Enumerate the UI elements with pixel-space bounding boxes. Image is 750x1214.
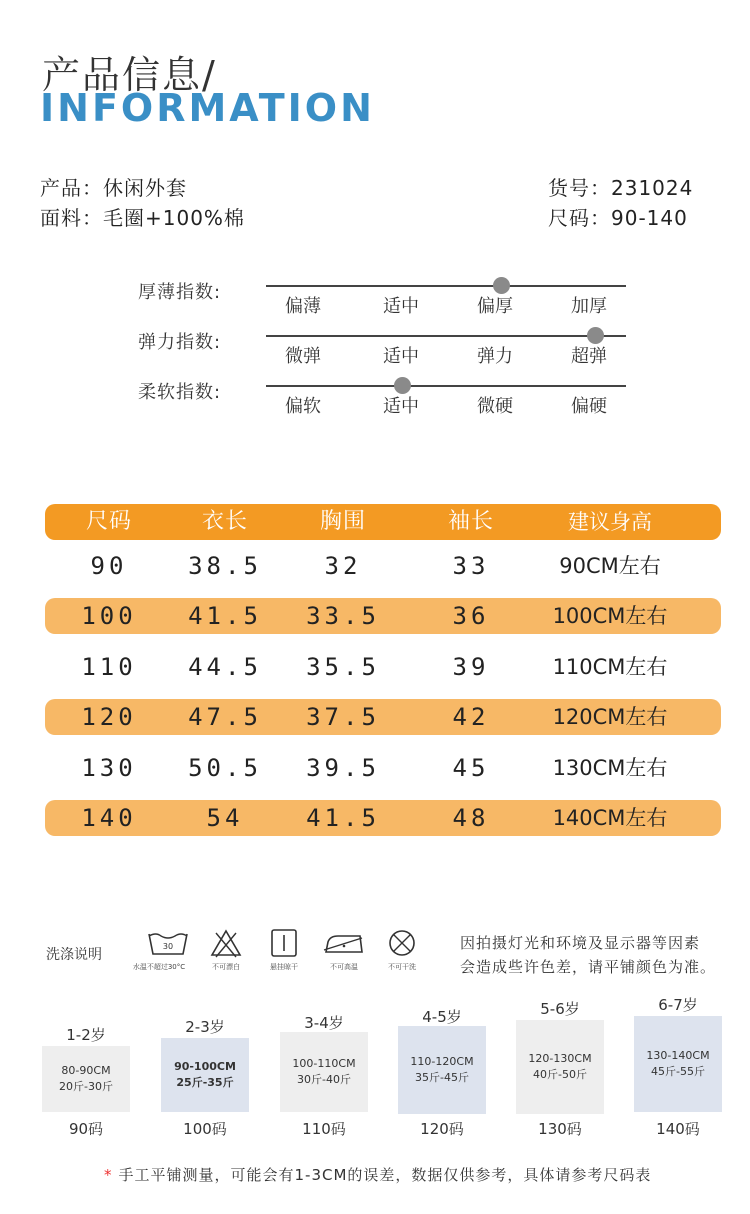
measurement-footnote	[104, 1164, 651, 1185]
table-cell: 38.5	[188, 552, 262, 580]
table-cell: 47.5	[188, 703, 262, 732]
age-weight-range: 45斤-55斤	[651, 1065, 705, 1078]
age-size-code: 130码	[538, 1120, 582, 1138]
table-cell: 45	[452, 753, 490, 782]
table-cell: 33	[452, 552, 490, 580]
table-cell: 41.5	[188, 602, 262, 631]
age-size-code: 100码	[183, 1120, 227, 1138]
table-cell: 120	[81, 703, 137, 732]
age-label: 1-2岁	[66, 1026, 106, 1044]
wash-30-icon	[146, 928, 190, 962]
table-row	[45, 548, 721, 584]
table-cell: 48	[452, 804, 490, 832]
product-size-range: 尺码：90-140	[548, 206, 688, 230]
age-size-box	[42, 1046, 130, 1112]
scale-option: 微硬	[477, 396, 513, 417]
page-title-en: INFORMATION	[40, 86, 375, 130]
table-row	[45, 800, 721, 836]
header-cell: 尺码	[85, 509, 132, 534]
header-cell: 衣长	[201, 509, 248, 534]
scale-option: 适中	[383, 296, 419, 317]
table-cell: 100CM左右	[552, 604, 668, 629]
scale-track	[266, 385, 626, 387]
table-cell: 130	[81, 753, 137, 782]
svg-text:30: 30	[162, 942, 174, 951]
table-cell: 36	[452, 602, 490, 631]
scale-option: 偏软	[285, 396, 321, 417]
no-dry-clean-icon	[380, 928, 424, 962]
age-height-range: 110-120CM	[410, 1055, 474, 1068]
no-dry-clean-caption: 不可干洗	[388, 963, 416, 971]
table-cell: 37.5	[306, 703, 380, 732]
table-cell: 35.5	[306, 652, 380, 681]
header-cell: 袖长	[447, 509, 494, 534]
age-label: 2-3岁	[185, 1018, 225, 1036]
age-height-range: 120-130CM	[528, 1052, 592, 1065]
product-item-no: 货号：231024	[548, 176, 694, 200]
age-height-range: 80-90CM	[61, 1064, 111, 1077]
age-weight-range: 40斤-50斤	[533, 1068, 587, 1081]
scale-label: 弹力指数:	[138, 332, 222, 353]
age-size-box	[634, 1016, 722, 1112]
table-cell: 39	[452, 652, 490, 681]
age-weight-range: 35斤-45斤	[415, 1071, 469, 1084]
age-label: 3-4岁	[304, 1014, 344, 1032]
table-cell: 110	[81, 652, 137, 681]
scale-track	[266, 285, 626, 287]
age-size-code: 90码	[68, 1120, 104, 1138]
header-cell: 胸围	[319, 509, 366, 534]
product-name: 产品：休闲外套	[40, 176, 187, 200]
scale-track	[266, 335, 626, 337]
scale-label: 柔软指数:	[138, 382, 222, 403]
age-weight-range: 25斤-35斤	[176, 1076, 234, 1089]
table-cell: 33.5	[306, 602, 380, 631]
size-table-header	[45, 504, 721, 540]
wash-30-caption: 水温不超过30°C	[132, 963, 186, 971]
scale-option: 适中	[383, 396, 419, 417]
table-cell: 110CM左右	[552, 654, 668, 679]
age-size-box	[280, 1032, 368, 1112]
footnote-star: *	[104, 1166, 113, 1184]
table-cell: 130CM左右	[552, 755, 668, 780]
wash-title: 洗涤说明	[46, 947, 102, 963]
no-high-iron-caption: 不可高温	[330, 963, 358, 971]
table-cell: 100	[81, 602, 137, 631]
table-row	[45, 649, 721, 685]
no-bleach-icon	[204, 928, 248, 962]
age-weight-range: 30斤-40斤	[297, 1073, 351, 1086]
scale-option: 适中	[383, 346, 419, 367]
age-size-box	[516, 1020, 604, 1114]
table-cell: 44.5	[188, 652, 262, 681]
age-size-box	[398, 1026, 486, 1114]
age-size-box	[161, 1038, 249, 1112]
hang-dry-caption: 悬挂晾干	[270, 963, 298, 971]
header-cell: 建议身高	[568, 510, 652, 534]
product-fabric: 面料：毛圈+100%棉	[40, 206, 245, 230]
age-label: 4-5岁	[422, 1008, 462, 1026]
table-cell: 39.5	[306, 753, 380, 782]
scale-label: 厚薄指数:	[138, 282, 222, 303]
age-size-code: 120码	[420, 1120, 464, 1138]
scale-option: 弹力	[477, 346, 513, 367]
table-cell: 140	[81, 804, 137, 832]
scale-option: 偏薄	[285, 296, 321, 317]
scale-option: 偏硬	[571, 396, 607, 417]
table-cell: 90	[90, 552, 128, 580]
color-note-line1: 因拍摄灯光和环境及显示器等因素	[460, 934, 701, 952]
no-bleach-caption: 不可漂白	[212, 963, 240, 971]
age-height-range: 100-110CM	[292, 1057, 356, 1070]
table-row	[45, 750, 721, 786]
table-row	[45, 699, 721, 735]
table-cell: 32	[324, 552, 362, 580]
age-label: 5-6岁	[540, 1000, 580, 1018]
no-high-iron-icon	[322, 928, 366, 962]
table-cell: 140CM左右	[552, 806, 668, 830]
table-cell: 50.5	[188, 753, 262, 782]
scale-option: 超弹	[571, 346, 607, 367]
table-cell: 54	[206, 804, 244, 832]
table-cell: 42	[452, 703, 490, 732]
table-cell: 120CM左右	[552, 705, 668, 730]
footnote-text: 手工平铺测量，可能会有1-3CM的误差，数据仅供参考，具体请参考尺码表	[118, 1166, 652, 1184]
table-cell: 90CM左右	[559, 554, 661, 578]
scale-option: 微弹	[285, 346, 321, 367]
age-label: 6-7岁	[658, 996, 698, 1014]
page-title-cn: 产品信息/	[42, 53, 217, 97]
age-size-code: 140码	[656, 1120, 700, 1138]
age-weight-range: 20斤-30斤	[59, 1080, 113, 1093]
age-height-range: 90-100CM	[174, 1060, 236, 1073]
age-size-code: 110码	[302, 1120, 346, 1138]
hang-dry-icon	[262, 928, 306, 962]
scale-option: 加厚	[571, 296, 607, 317]
color-note-line2: 会造成些许色差，请平铺颜色为准。	[460, 958, 717, 976]
table-cell: 41.5	[306, 804, 380, 832]
scale-option: 偏厚	[477, 296, 513, 317]
age-height-range: 130-140CM	[646, 1049, 710, 1062]
table-row	[45, 598, 721, 634]
